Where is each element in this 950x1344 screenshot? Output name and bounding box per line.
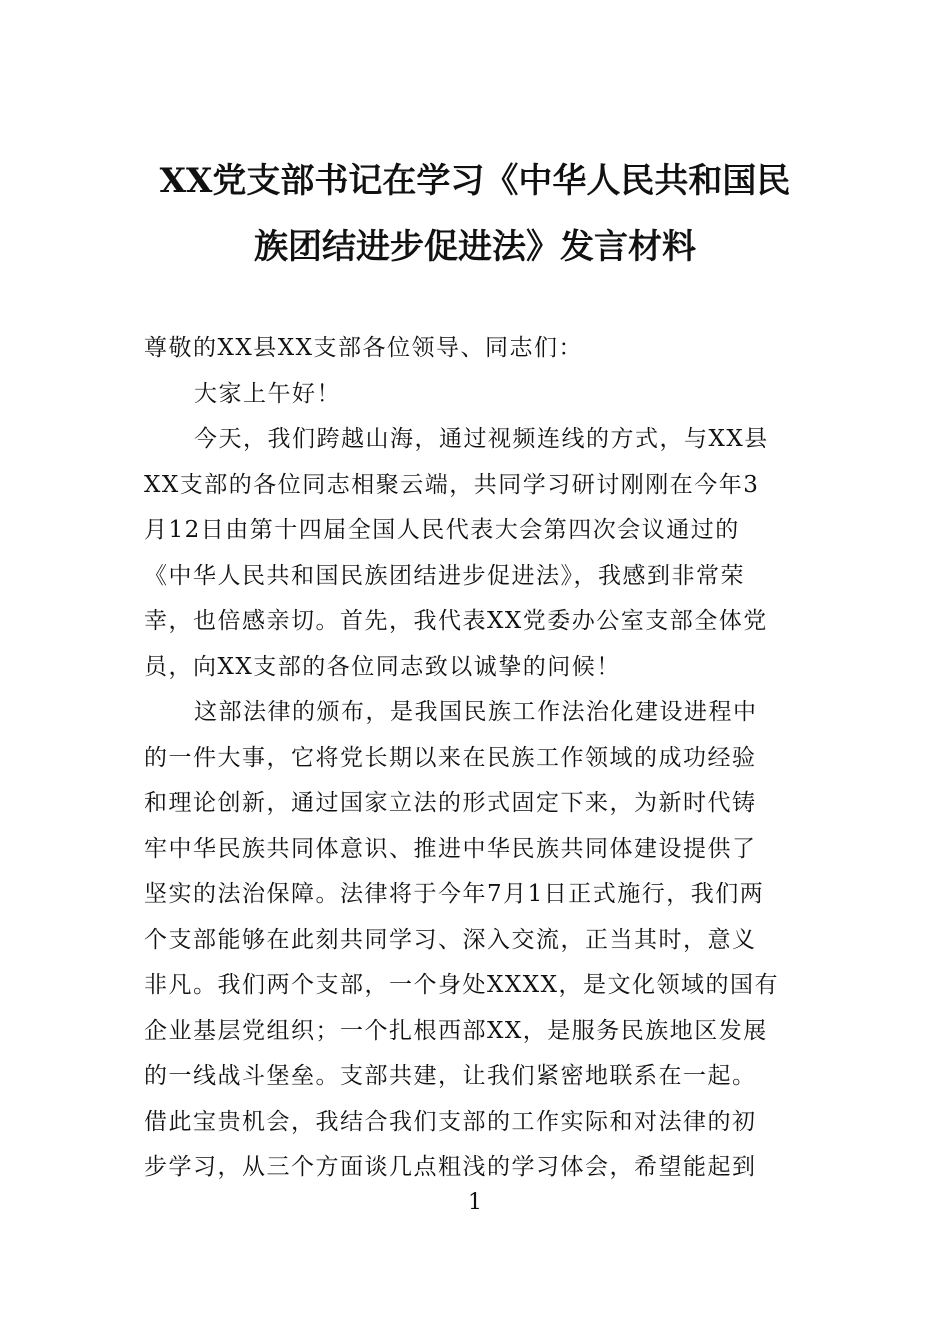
body-line: 幸，也倍感亲切。首先，我代表XX党委办公室支部全体党 xyxy=(144,608,768,634)
body-line: 坚实的法治保障。法律将于今年7月1日正式施行，我们两 xyxy=(144,881,765,907)
body-line: 个支部能够在此刻共同学习、深入交流，正当其时，意义 xyxy=(144,926,757,953)
document-title xyxy=(120,148,830,280)
body-line: 月12日由第十四届全国人民代表大会第四次会议通过的 xyxy=(144,517,740,543)
body-line: 牢中华民族共同体意识、推进中华民族共同体建设提供了 xyxy=(144,835,757,862)
body-line: 这部法律的颁布，是我国民族工作法治化建设进程中 xyxy=(194,699,758,725)
body-line: 借此宝贵机会，我结合我们支部的工作实际和对法律的初 xyxy=(144,1108,757,1135)
title-line-2: 族团结进步促进法》发言材料 xyxy=(254,227,696,267)
body-line: 员，向XX支部的各位同志致以诚挚的问候！ xyxy=(144,653,621,680)
body-line: 和理论创新，通过国家立法的形式固定下来，为新时代铸 xyxy=(144,790,757,816)
body-line: 企业基层党组织；一个扎根西部XX，是服务民族地区发展 xyxy=(144,1017,768,1044)
body-line: 非凡。我们两个支部，一个身处XXXX，是文化领域的国有 xyxy=(144,972,779,998)
title-line-1: XX党支部书记在学习《中华人民共和国民 xyxy=(159,161,791,201)
document-body xyxy=(144,326,806,1191)
body-line: XX支部的各位同志相聚云端，共同学习研讨刚刚在今年3 xyxy=(144,471,760,498)
body-line: 今天，我们跨越山海，通过视频连线的方式，与XX县 xyxy=(194,426,769,452)
body-line: 的一件大事，它将党长期以来在民族工作领域的成功经验 xyxy=(144,744,757,771)
body-line: 《中华人民共和国民族团结进步促进法》，我感到非常荣 xyxy=(144,562,745,589)
body-line: 步学习，从三个方面谈几点粗浅的学习体会，希望能起到 xyxy=(144,1154,757,1180)
page-number: 1 xyxy=(468,1190,482,1215)
salutation-line: 尊敬的XX县XX支部各位领导、同志们： xyxy=(144,335,583,361)
greeting-line: 大家上午好！ xyxy=(194,380,341,407)
body-line: 的一线战斗堡垒。支部共建，让我们紧密地联系在一起。 xyxy=(144,1063,757,1089)
